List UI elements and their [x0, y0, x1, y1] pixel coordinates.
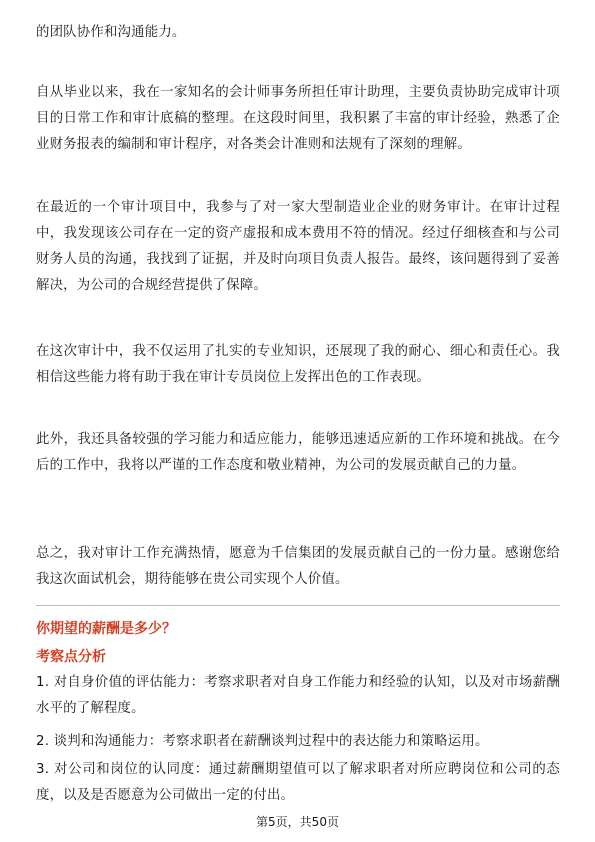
paragraph-learning-ability: 此外，我还具备较强的学习能力和适应能力，能够迅速适应新的工作环境和挑战。在今后的工作中，我将以严谨的工作态度和敬业精神，为公司的发展贡献自己的力量。 [36, 432, 560, 473]
analysis-point-2: 2. 谈判和沟通能力：考察求职者在薪酬谈判过程中的表达能力和策略运用。 [36, 734, 489, 749]
section-divider [36, 605, 560, 606]
paragraph-teamwork-ending: 的团队协作和沟通能力。 [36, 25, 186, 40]
paragraph-audit-project: 在最近的一个审计项目中，我参与了对一家大型制造业企业的财务审计。在审计过程中，我发现该公司存在一定的资产虚报和成本费用不符的情况。经过仔细核查和与公司财务人员的沟通，我找到了证据，并及时向项目负责人报告。最终，该问题得到了妥善解决，为公司的合规经营提供了保障。 [36, 200, 560, 293]
analysis-point-3: 3. 对公司和岗位的认同度：通过薪酬期望值可以了解求职者对所应聘岗位和公司的态度，以及是否愿意为公司做出一定的付出。 [36, 762, 560, 803]
paragraph-audit-qualities: 在这次审计中，我不仅运用了扎实的专业知识，还展现了我的耐心、细心和责任心。我相信这些能力将有助于我在审计专员岗位上发挥出色的工作表现。 [36, 344, 560, 385]
page-number-footer: 第5页，共50页 [256, 815, 339, 829]
analysis-heading: 考察点分析 [36, 649, 106, 665]
interview-question: 你期望的薪酬是多少？ [36, 621, 176, 637]
paragraph-conclusion: 总之，我对审计工作充满热情，愿意为千信集团的发展贡献自己的一份力量。感谢您给我这次面试机会，期待能够在贵公司实现个人价值。 [36, 546, 560, 587]
paragraph-work-experience: 自从毕业以来，我在一家知名的会计师事务所担任审计助理，主要负责协助完成审计项目的日常工作和审计底稿的整理。在这段时间里，我积累了丰富的审计经验，熟悉了企业财务报表的编制和审计程序，对各类会计准则和法规有了深刻的理解。 [36, 85, 560, 152]
analysis-point-1: 1. 对自身价值的评估能力：考察求职者对自身工作能力和经验的认知，以及对市场薪酬水平的了解程度。 [36, 675, 560, 716]
